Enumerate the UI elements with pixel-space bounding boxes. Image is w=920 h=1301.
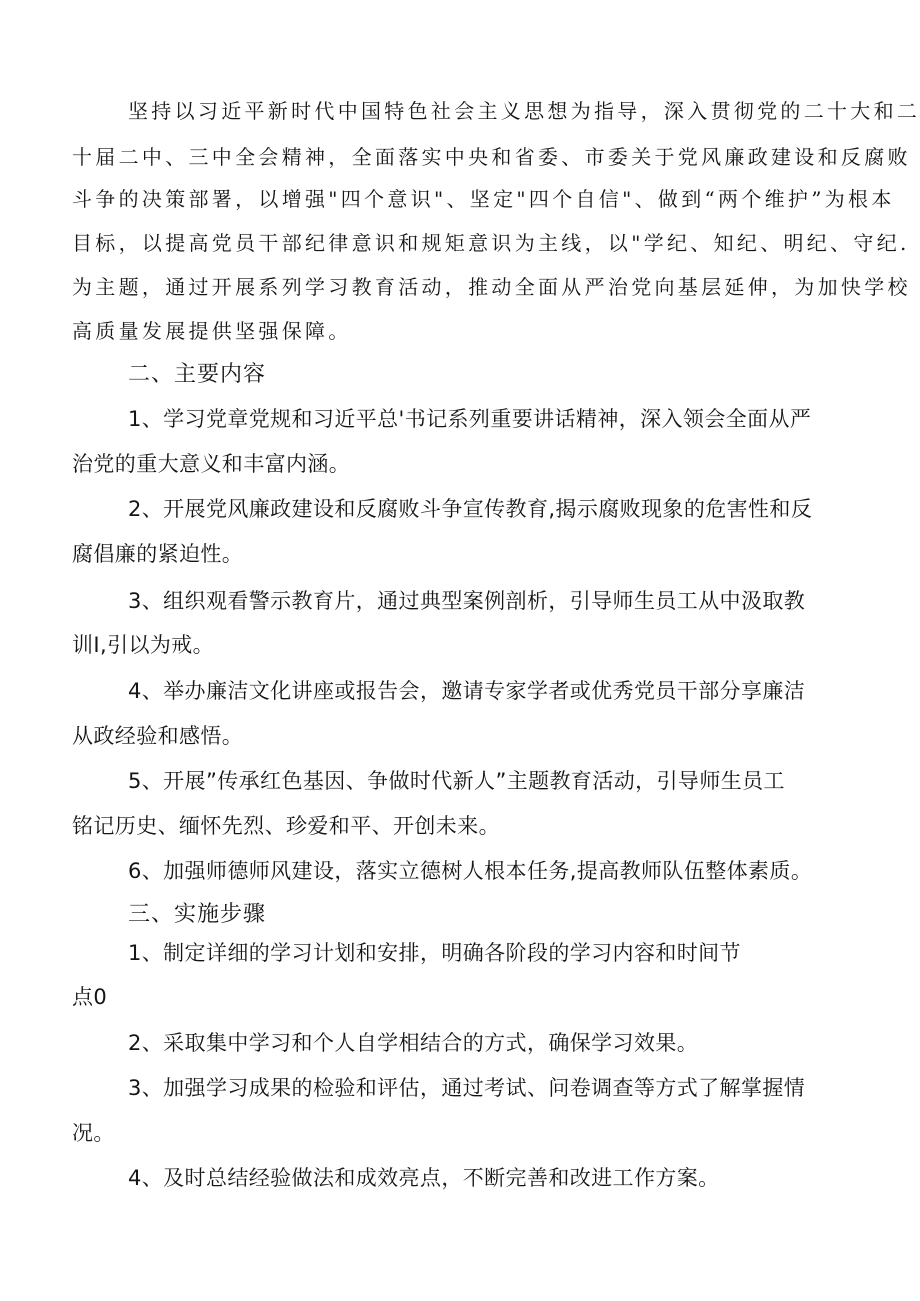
list-item-line: 治党的重大意义和丰富内涵。	[72, 452, 351, 476]
intro-line: 为主题，通过开展系列学习教育活动，推动全面从严治党向基层延伸，为加快学校	[72, 275, 911, 299]
section-heading-main-content: 二、主要内容	[128, 362, 267, 387]
intro-line: 十届二中、三中全会精神，全面落实中央和省委、市委关于党风廉政建设和反腐败	[72, 145, 911, 169]
list-item-line: 3、组织观看警示教育片，通过典型案例剖析，引导师生员工从中汲取教	[128, 589, 806, 613]
intro-line: 坚持以习近平新时代中国特色社会主义思想为指导，深入贯彻党的二十大和二	[128, 99, 920, 123]
section-heading-implementation-steps: 三、实施步骤	[128, 902, 267, 927]
intro-line: 斗争的决策部署，以增强"四个意识"、坚定"四个自信"、做到“两个维护”为根本	[72, 187, 895, 211]
list-item-line: 6、加强师德师风建设，落实立德树人根本任务,提高教师队伍整体素质。	[128, 859, 813, 883]
list-item-line: 从政经验和感悟。	[72, 724, 244, 748]
list-item-line: 训I,引以为戒。	[72, 633, 215, 657]
list-item-line: 2、开展党风廉政建设和反腐败斗争宣传教育,揭示腐败现象的危害性和反	[128, 497, 813, 521]
intro-line: 目标，以提高党员干部纪律意识和规矩意识为主线，以"学纪、知纪、明纪、守纪.	[72, 231, 910, 255]
list-item-line: 4、及时总结经验做法和成效亮点，不断完善和改进工作方案。	[128, 1166, 720, 1190]
list-item-line: 5、开展”传承红色基因、争做时代新人”主题教育活动，引导师生员工	[128, 769, 785, 793]
list-item-line: 3、加强学习成果的检验和评估，通过考试、问卷调查等方式了解掌握情	[128, 1076, 806, 1100]
intro-line: 高质量发展提供坚强保障。	[72, 319, 352, 343]
list-item-line: 铭记历史、缅怀先烈、珍爱和平、开创未来。	[72, 814, 500, 838]
list-item-line: 4、举办廉洁文化讲座或报告会，邀请专家学者或优秀党员干部分享廉洁	[128, 679, 806, 703]
list-item-line: 况。	[72, 1121, 115, 1145]
list-item-line: 点0	[72, 985, 108, 1009]
list-item-line: 2、采取集中学习和个人自学相结合的方式，确保学习效果。	[128, 1031, 699, 1055]
list-item-line: 1、制定详细的学习计划和安排，明确各阶段的学习内容和时间节	[128, 941, 741, 965]
list-item-line: 腐倡廉的紧迫性。	[72, 542, 244, 566]
list-item-line: 1、学习党章党规和习近平总'书记系列重要讲话精神，深入领会全面从严	[128, 407, 812, 431]
